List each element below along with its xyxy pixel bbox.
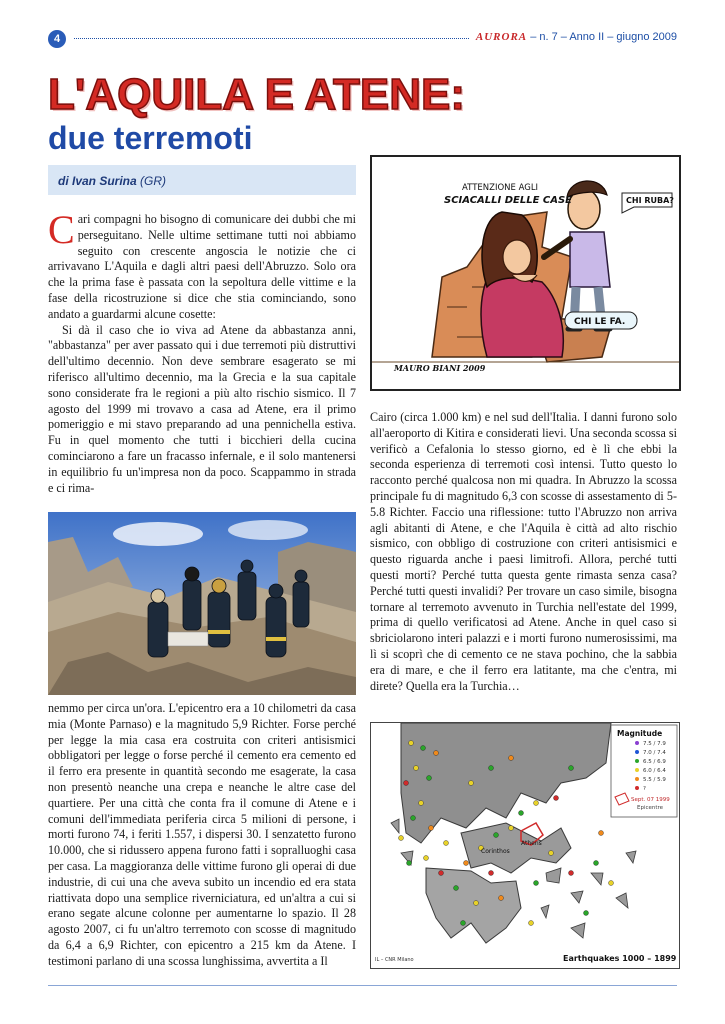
cartoon-drawing: [372, 157, 679, 389]
author-affiliation: (GR): [136, 174, 167, 188]
paragraph-3: nemmo per circa un'ora. L'epicentro era a 10 chilometri da casa mia (Monte Parnaso) e la magnitudo 5,9 Richter. Forse perché per legge la mia casa era costruita con criteri antisismici obbligatori per legge o forse perché il cemento era cemento ed il ferro era presente in quantità secondo me esagerate, la casa non presentò neanche una crepa e neanche le altre case del quartiere. Per una città che conta fra il comune di Atene e i comuni dell'immediata periferia circa 5 milioni di persone, i morti furono 74, i feriti 1.557, i dispersi 30. I senzatetto furono 10.000, che si ridussero appena furono fatti i sopralluoghi casa per casa. La maggioranza delle vittime furono gli operai di due industrie, di cui una che aveva subito un incendio ed era stata riattivata dopo una semplice riverniciatura, ed un'altra a cui si erano segate alcune colonne per aumentarne lo spazio. Il 28 agosto 2007, ci fu un'altro terremoto con scosse di magnitudo da 6,4 a 6,9 Richter, con epicentro a 215 km da Atene. I testimoni parlano di una scossa lunghissima, avvertita a Il: [48, 701, 356, 968]
magazine-name: AURORA: [475, 31, 528, 43]
paragraph-1: [48, 207, 356, 323]
legend-marker-unknown: [635, 786, 639, 790]
author-name: di Ivan Surina: [58, 174, 137, 188]
earthquake-rubble-photo: [48, 512, 356, 695]
column-1-top: [48, 207, 356, 496]
cartoon-illustration: [370, 155, 681, 391]
legend-marker-6.5: [635, 759, 639, 763]
sign-line-2: SCIACALLI DELLE CASE: [444, 195, 573, 206]
legend-marker-7.5: [635, 741, 639, 745]
legend-marker-7.0: [635, 750, 639, 754]
column-2: [370, 410, 677, 694]
drop-cap: C: [48, 207, 75, 252]
paragraph-4: Cairo (circa 1.000 km) e nel sud dell'Italia. I danni furono solo all'aeroporto di Kitira e considerati lievi. Una seconda scossa si verificò a Cefalonia lo stesso giorno, ed è lì che ebbi la seconda esperienza di terremoti così intensi. Tutto questo lo racconto perché qualcosa non mi quadra. In Abruzzo la scossa principale fu di magnitudo 6,3 con scosse di assestamento di 5-5.8 Richter. Faccio una riflessione: tutto l'Abruzzo non arriva agli abitanti di Atene, e che l'Aquila è città ad alto rischio sismico, con obbligo di costruzione con criteri antisismici e questo riguarda anche i paesi limitrofi. Allora, perché tutti questi morti? Perché tutta questa gente rimasta senza casa? Perché tutti questi invalidi? Per trovare un caso simile, bisogna tornare al terremoto avvenuto in Turchia nell'estate del 1999, prima di quello verificatosi ad Atene. Anche in quel caso si sbriciolarono interi palazzi e i morti furono numerosissimi, ma lì si scoprì che di cemento ce ne stava pochino, che la sabbia era di mare, e che il ferro era latitante, ma che c'entra, mi direte? Quella era la Turchia…: [370, 410, 677, 693]
map-label-athens: Athens: [521, 840, 542, 847]
map-legend-title: Magnitude: [617, 729, 663, 738]
footer-rule: [48, 985, 677, 986]
byline-bar: [48, 165, 356, 195]
legend-marker-5.5: [635, 777, 639, 781]
byline: [58, 174, 166, 188]
page-number: 4: [48, 30, 66, 48]
paragraph-1-text: ari compagni ho bisogno di comunicare dei dubbi che mi perseguitano. Nelle ultime settimane tutti noi abbiamo seguito con crescente angoscia le notizie che ci arrivavano L'Aquila e dagli altri paesi dell'Abruzzo. Solo ora che la prima fase è passata con la sepoltura delle vittime e la fase della ricostruzione si dice che stia cominciando, sono andato a guardarmi alcune cosette:: [48, 212, 356, 321]
column-1-bottom: [48, 701, 356, 970]
paragraph-2: Si dà il caso che io viva ad Atene da abbastanza anni, "abbastanza" per aver passato qui i due terremoti più distruttivi dell'ultimo decennio. Non deve sembrare esagerato se mi riferisco all'ultimo decennio, ma la Grecia e la sua capitale sono considerate fra le regioni a più alto rischio sismico. Il 7 agosto del 1999 mi trovavo a casa ad Atene, era il primo pomeriggio e mi stavo preparando ad una pennichella estiva. Fu in quel momento che tutti i bicchieri della cucina cominciarono a fare un fracasso infernale, e il solo mantenersi in equilibrio fu un'impresa non da poco. Scappammo in strada e ci rima-: [48, 322, 356, 495]
sign-line-1: ATTENZIONE AGLI: [462, 183, 539, 193]
legend-marker-6.0: [635, 768, 639, 772]
legend-label-0: 7.5 / 7.9: [643, 741, 666, 747]
rubble-photo-drawing: [48, 512, 356, 695]
legend-note-epicentre: Epicentre: [637, 805, 664, 811]
legend-label-5: ?: [643, 786, 646, 792]
earthquake-map: [370, 722, 680, 969]
map-caption: Earthquakes 1000 – 1899: [563, 954, 677, 963]
article-subtitle: due terremoti: [48, 120, 253, 156]
legend-label-2: 6.5 / 6.9: [643, 759, 666, 765]
legend-label-1: 7.0 / 7.4: [643, 750, 666, 756]
map-drawing: [371, 723, 679, 968]
legend-note-date: Sept. 07 1999: [631, 797, 670, 803]
bubble-chi-ruba: CHI RUBA?: [626, 196, 674, 205]
legend-label-3: 6.0 / 6.4: [643, 768, 666, 774]
article-title: L'AQUILA E ATENE:: [48, 70, 466, 119]
map-credit: IL – CNR Milano: [375, 957, 414, 963]
map-label-corinthos: Corinthos: [481, 848, 510, 855]
cartoonist-signature: MAURO BIANI 2009: [394, 363, 486, 373]
bubble-chi-le-fa: CHI LE FA.: [574, 317, 626, 327]
issue-info: – n. 7 – Anno II – giugno 2009: [527, 31, 677, 43]
legend-label-4: 5.5 / 5.9: [643, 777, 666, 783]
running-head: [470, 31, 677, 43]
